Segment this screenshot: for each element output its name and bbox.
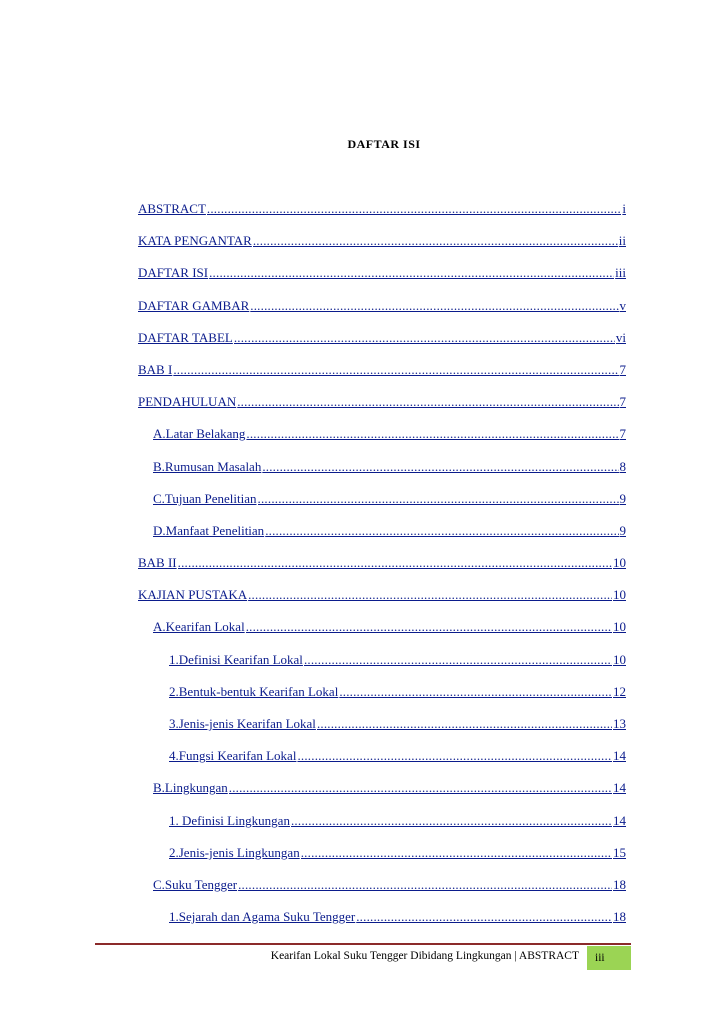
toc-entry-page: 8 [619, 458, 626, 474]
toc-entry-label: 1. Definisi Lingkungan [169, 812, 290, 828]
toc-entry[interactable] [138, 362, 626, 394]
toc-entry[interactable] [138, 748, 626, 780]
toc-dot-leader [229, 780, 612, 796]
toc-dot-leader [246, 426, 618, 442]
toc-entry-page: 7 [619, 426, 626, 442]
toc-entry-page: 10 [613, 619, 626, 635]
toc-entry-page: 14 [613, 780, 626, 796]
toc-dot-leader [234, 330, 615, 346]
toc-dot-leader [248, 587, 612, 603]
toc-dot-leader [258, 491, 619, 507]
toc-dot-leader [246, 619, 612, 635]
toc-entry-page: i [622, 201, 626, 216]
toc-entry-label: A.Kearifan Lokal [153, 619, 245, 635]
toc-entry[interactable] [138, 426, 626, 458]
toc-entry[interactable] [138, 845, 626, 877]
toc-entry[interactable] [138, 909, 626, 941]
toc-entry-label: KAJIAN PUSTAKA [138, 587, 248, 603]
toc-entry[interactable] [138, 780, 626, 812]
toc-entry-page: 18 [613, 909, 626, 925]
toc-entry[interactable] [138, 233, 626, 265]
footer-page-number: iii [587, 946, 631, 970]
toc-entry[interactable] [138, 716, 626, 748]
toc-entry-label: D.Manfaat Penelitian [153, 522, 265, 538]
toc-entry-label: A.Latar Belakang [153, 426, 246, 442]
toc-entry-label: B.Rumusan Masalah [153, 458, 262, 474]
toc-entry-page: 14 [613, 812, 626, 828]
toc-dot-leader [339, 684, 612, 700]
toc-entry[interactable] [138, 813, 626, 845]
toc-entry-label: 1.Sejarah dan Agama Suku Tengger [169, 909, 356, 925]
toc-dot-leader [262, 459, 618, 475]
toc-entry-page: 10 [613, 555, 626, 571]
toc-dot-leader [265, 523, 618, 539]
toc-entry[interactable] [138, 619, 626, 651]
toc-entry-label: DAFTAR TABEL [138, 329, 233, 345]
toc-entry-page: 14 [613, 748, 626, 764]
toc-entry[interactable] [138, 877, 626, 909]
toc-dot-leader [207, 201, 621, 217]
toc-dot-leader [291, 813, 612, 829]
table-of-contents [138, 201, 626, 941]
toc-entry-label: C.Suku Tengger [153, 876, 238, 892]
toc-entry-page: ii [618, 233, 626, 249]
toc-entry-page: 12 [613, 683, 626, 699]
toc-dot-leader [173, 362, 618, 378]
toc-entry-page: 18 [613, 876, 626, 892]
toc-entry-page: 10 [613, 651, 626, 667]
toc-dot-leader [178, 555, 612, 571]
toc-entry-label: 2.Bentuk-bentuk Kearifan Lokal [169, 683, 339, 699]
toc-entry-page: 15 [613, 844, 626, 860]
toc-entry[interactable] [138, 555, 626, 587]
toc-entry-label: DAFTAR ISI [138, 265, 209, 281]
toc-entry[interactable] [138, 201, 626, 233]
toc-entry-page: 9 [619, 490, 626, 506]
toc-entry[interactable] [138, 394, 626, 426]
page-title: DAFTAR ISI [347, 137, 421, 151]
toc-entry-label: ABSTRACT [138, 201, 206, 216]
footer-divider [95, 943, 631, 945]
toc-entry-page: 10 [613, 587, 626, 603]
toc-entry[interactable] [138, 684, 626, 716]
toc-entry-label: C.Tujuan Penelitian [153, 490, 257, 506]
toc-entry-page: 9 [619, 522, 626, 538]
toc-dot-leader [356, 909, 612, 925]
toc-entry-label: KATA PENGANTAR [138, 233, 252, 249]
toc-dot-leader [237, 394, 618, 410]
toc-entry-page: iii [615, 265, 626, 281]
toc-entry[interactable] [138, 652, 626, 684]
toc-dot-leader [304, 652, 612, 668]
toc-entry-label: 4.Fungsi Kearifan Lokal [169, 748, 297, 764]
toc-entry-label: B.Lingkungan [153, 780, 228, 796]
page-footer [95, 946, 631, 970]
footer-text: Kearifan Lokal Suku Tengger Dibidang Lingkungan | ABSTRACT [270, 950, 579, 962]
toc-dot-leader [209, 265, 614, 281]
toc-dot-leader [297, 748, 612, 764]
toc-entry[interactable] [138, 330, 626, 362]
toc-entry-label: DAFTAR GAMBAR [138, 297, 250, 313]
toc-entry-label: 2.Jenis-jenis Lingkungan [169, 844, 300, 860]
toc-entry-page: 7 [619, 361, 626, 377]
toc-entry[interactable] [138, 587, 626, 619]
toc-entry-label: 3.Jenis-jenis Kearifan Lokal [169, 716, 316, 731]
toc-dot-leader [250, 298, 618, 314]
toc-entry[interactable] [138, 459, 626, 491]
toc-dot-leader [238, 877, 612, 893]
toc-dot-leader [301, 845, 612, 861]
toc-entry[interactable] [138, 523, 626, 555]
toc-entry-label: BAB II [138, 555, 177, 571]
toc-entry-label: BAB I [138, 361, 173, 377]
toc-entry[interactable] [138, 491, 626, 523]
toc-entry[interactable] [138, 298, 626, 330]
toc-entry-page: 13 [613, 716, 626, 731]
toc-entry[interactable] [138, 265, 626, 297]
toc-entry-label: PENDAHULUAN [138, 394, 237, 410]
toc-entry-page: vi [615, 329, 626, 345]
toc-entry-label: 1.Definisi Kearifan Lokal [169, 651, 303, 667]
toc-entry-page: v [619, 297, 626, 313]
toc-dot-leader [317, 716, 612, 732]
toc-entry-page: 7 [619, 394, 626, 410]
toc-dot-leader [253, 233, 618, 249]
